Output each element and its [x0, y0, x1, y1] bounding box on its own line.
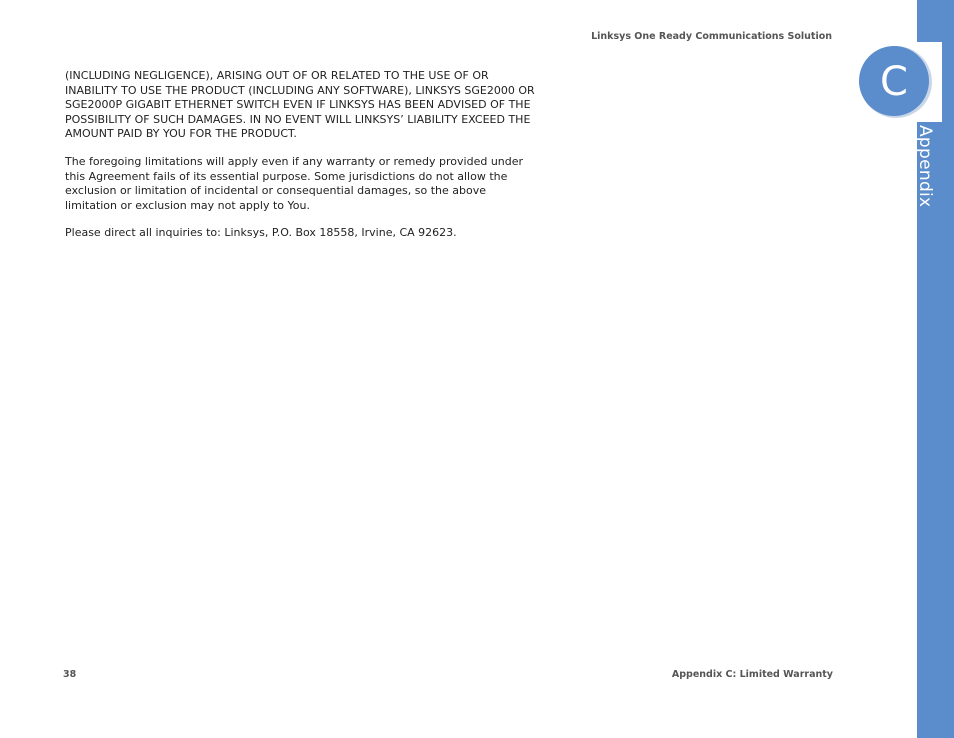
paragraph-inquiries: Please direct all inquiries to: Linksys, P.O. Box 18558, Irvine, CA 92623. — [65, 226, 457, 240]
appendix-letter-badge — [852, 42, 942, 122]
body-text — [65, 69, 535, 254]
paragraph-liability-exclusion: (INCLUDING NEGLIGENCE), ARISING OUT OF OR RELATED TO THE USE OF OR INABILITY TO USE THE PRODUCT (INCLUDING ANY SOFTWARE), LINKSYS SGE2000 OR SGE2000P GIGABIT ETHERNET SWITCH EVEN IF LINKSYS HAS BEEN ADVISED OF THE POSSIBILITY OF SUCH DAMAGES. IN NO EVENT WILL LINKSYS’ LIABILITY EXCEED THE AMOUNT PAID BY YOU FOR THE PRODUCT. — [65, 69, 535, 141]
page-number: 38 — [63, 669, 77, 680]
paragraph-limitations: The foregoing limitations will apply even if any warranty or remedy provided under this Agreement fails of its essential purpose. Some jurisdictions do not allow the exclusion or limitation of incidental or consequential damages, so the above limitation or exclusion may not apply to You. — [65, 154, 524, 212]
running-header: Linksys One Ready Communications Solution — [591, 31, 832, 42]
footer-section-title: Appendix C: Limited Warranty — [671, 669, 833, 680]
appendix-side-label: Appendix — [915, 125, 935, 208]
appendix-letter: C — [880, 59, 908, 105]
